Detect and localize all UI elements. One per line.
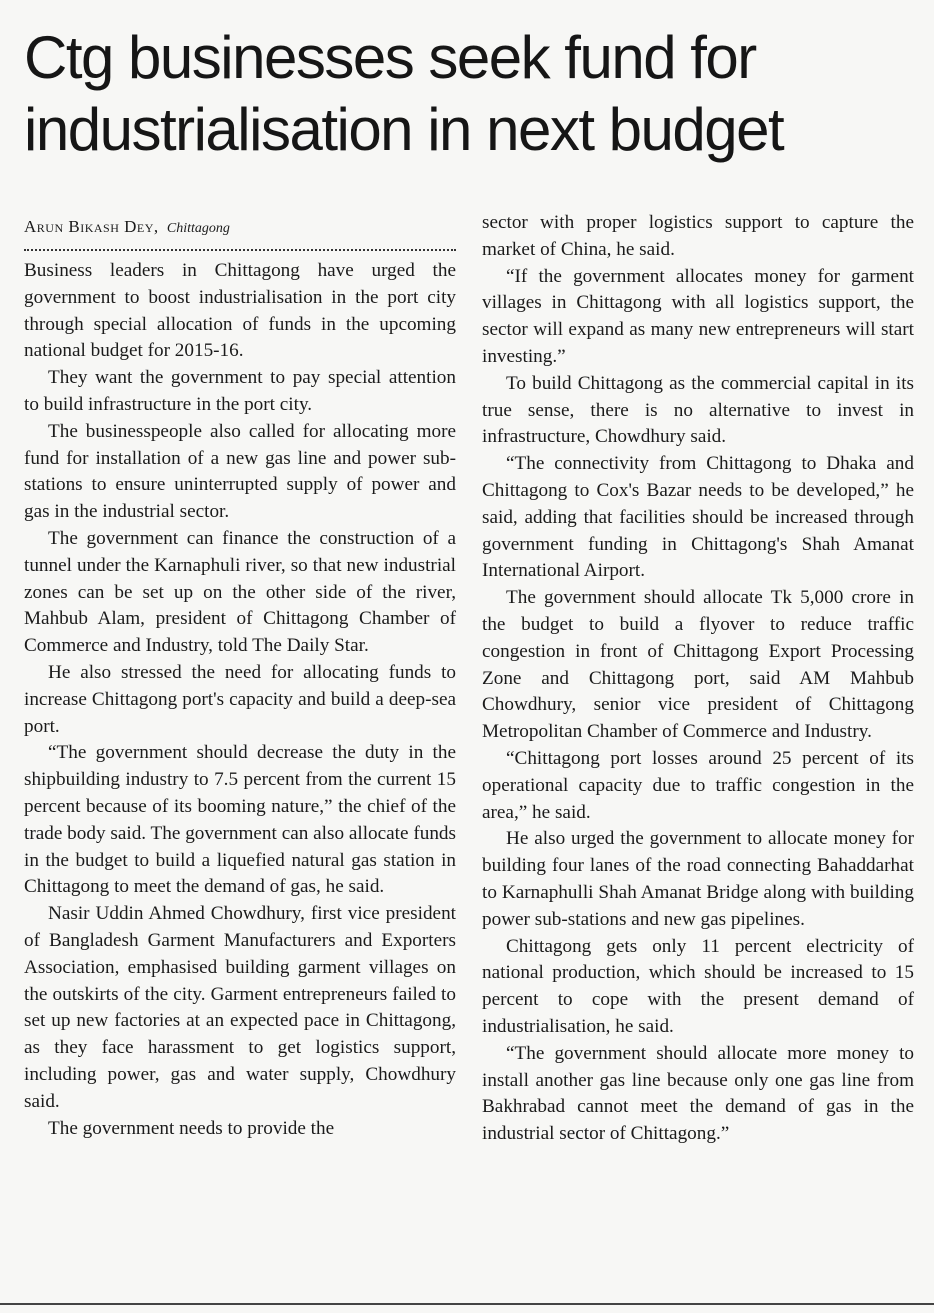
headline-line-2: industrialisation in next budget — [24, 96, 784, 163]
byline — [24, 216, 456, 240]
paragraph: “Chittagong port losses around 25 percent of its operational capacity due to traffic congestion in the area,” he said. — [482, 747, 914, 823]
article-column-1 — [24, 258, 456, 1288]
byline-location: Chittagong — [166, 221, 230, 236]
headline — [24, 22, 924, 166]
paragraph: The government needs to provide the — [48, 1117, 335, 1139]
paragraph: The businesspeople also called for allocating more fund for installation of a new gas line and power sub-stations to ensure uninterrupted supply of power and gas in the industrial sector. — [24, 420, 456, 523]
byline-divider — [24, 249, 456, 251]
paragraph: To build Chittagong as the commercial capital in its true sense, there is no alternative to invest in infrastructure, Chowdhury said. — [482, 372, 914, 448]
headline-line-1: Ctg businesses seek fund for — [24, 24, 756, 91]
byline-author: Arun Bikash Dey, — [24, 217, 159, 236]
paragraph: Chittagong gets only 11 percent electricity of national production, which should be increased to 15 percent to cope with the present demand of industrialisation, he said. — [482, 935, 914, 1037]
paragraph: “The government should decrease the duty in the shipbuilding industry to 7.5 percent from the current 15 percent because of its booming nature,” the chief of the trade body said. The government can also allocate funds in the budget to build a liquefied natural gas station in Chittagong to meet the demand of gas, he said. — [24, 742, 456, 898]
paragraph: Business leaders in Chittagong have urged the government to boost industrialisation in the port city through special allocation of funds in the upcoming national budget for 2015-16. — [24, 260, 456, 362]
article-column-2 — [482, 210, 914, 1290]
paragraph: Nasir Uddin Ahmed Chowdhury, first vice president of Bangladesh Garment Manufacturers and Exporters Association, emphasised building garment villages on the outskirts of the city. Garment entrepreneurs failed to set up new factories at an expected pace in Chittagong, as they face harassment to get logistics support, including power, gas and water supply, Chowdhury said. — [24, 903, 456, 1112]
paragraph: “The government should allocate more money to install another gas line because only one gas line from Bakhrabad cannot meet the demand of gas in the industrial sector of Chittagong.” — [482, 1042, 914, 1145]
paragraph: The government should allocate Tk 5,000 crore in the budget to build a flyover to reduce traffic congestion in front of Chittagong Export Processing Zone and Chittagong port, said AM Mahbub Chowdhury, senior vice president of Chittagong Metropolitan Chamber of Commerce and Industry. — [482, 587, 914, 743]
paragraph: They want the government to pay special attention to build infrastructure in the port city. — [24, 367, 456, 415]
paragraph: “The connectivity from Chittagong to Dhaka and Chittagong to Cox's Bazar needs to be developed,” he said, adding that facilities should be increased through government funding in Chittagong's Shah Amanat International Airport. — [482, 453, 914, 582]
paragraph: “If the government allocates money for garment villages in Chittagong with all logistics support, the sector will expand as many new entrepreneurs will start investing.” — [482, 265, 914, 367]
paragraph: The government can finance the construction of a tunnel under the Karnaphuli river, so that new industrial zones can be set up on the other side of the river, Mahbub Alam, president of Chittagong Chamber of Commerce and Industry, told The Daily Star. — [24, 527, 456, 657]
paragraph: He also stressed the need for allocating funds to increase Chittagong port's capacity and build a deep-sea port. — [24, 661, 456, 737]
paragraph: He also urged the government to allocate money for building four lanes of the road connecting Bahaddarhat to Karnaphulli Shah Amanat Bridge along with building power sub-stations and new gas pipelines. — [482, 828, 914, 930]
paragraph: sector with proper logistics support to capture the market of China, he said. — [482, 212, 914, 260]
bottom-rule — [0, 1303, 934, 1305]
